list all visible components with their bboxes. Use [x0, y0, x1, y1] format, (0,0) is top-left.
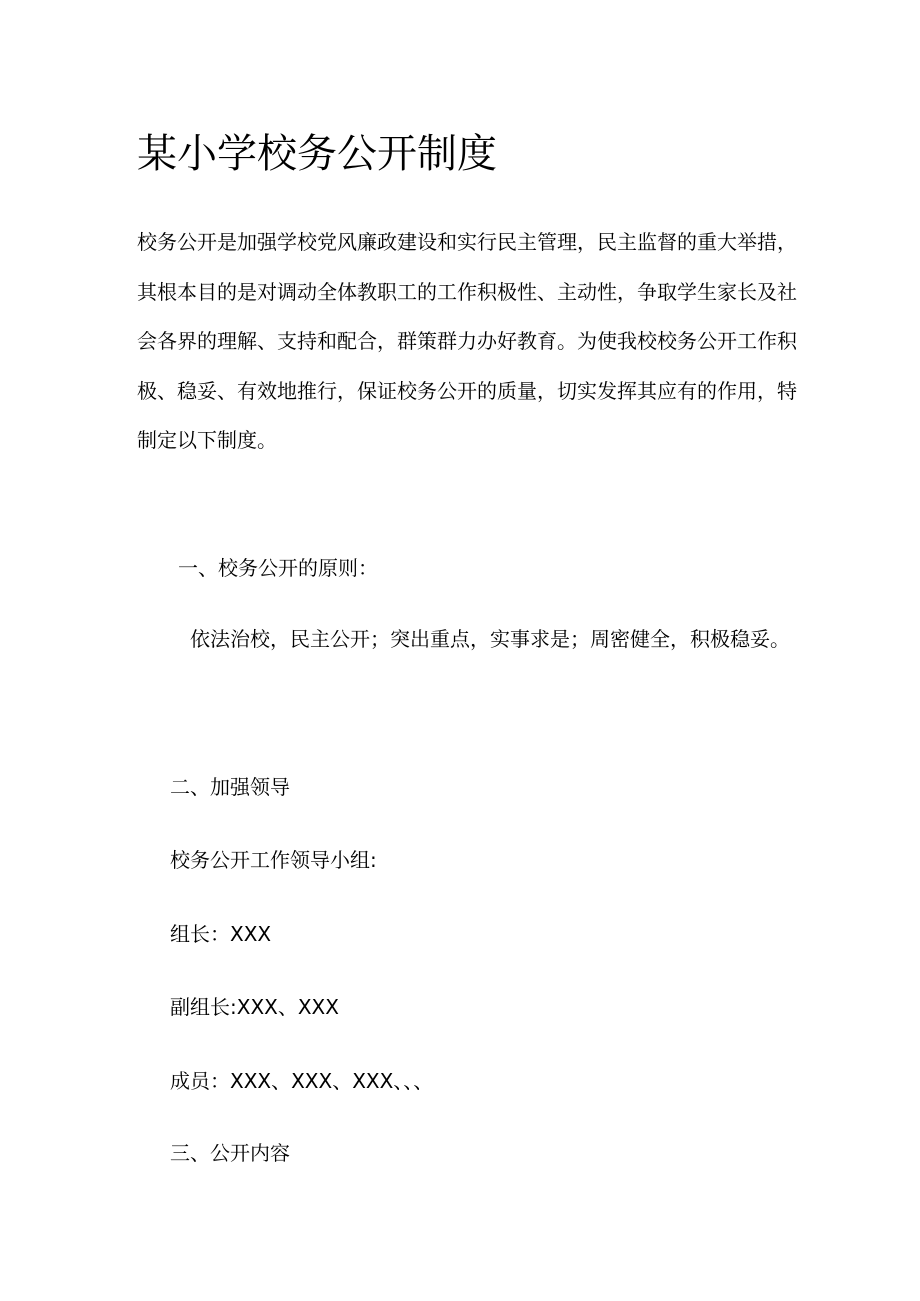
group-vice-leader: 副组长:XXX、XXX — [170, 995, 339, 1019]
intro-paragraph: 校务公开是加强学校党风廉政建设和实行民主管理，民主监督的重大举措，其根本目的是对调动全体教职工的工作积极性、主动性，争取学生家长及社会各界的理解、支持和配合，群策群力办好教育。为使我校校务公开工作积极、稳妥、有效地推行，保证校务公开的质量，切实发挥其应有的作用，特制定以下制度。 — [137, 230, 797, 452]
leadership-group-title: 校务公开工作领导小组: — [170, 848, 377, 872]
section-heading-leadership: 二、加强领导 — [170, 775, 290, 799]
group-members: 成员：XXX、XXX、XXX、、、 — [170, 1069, 434, 1093]
section-heading-principles: 一、校务公开的原则： — [178, 556, 378, 580]
group-leader: 组长：XXX — [170, 922, 272, 946]
section-heading-content: 三、公开内容 — [170, 1141, 290, 1165]
principles-text: 依法治校，民主公开；突出重点，实事求是；周密健全，积极稳妥。 — [190, 627, 790, 651]
document-title: 某小学校务公开制度 — [137, 131, 497, 177]
